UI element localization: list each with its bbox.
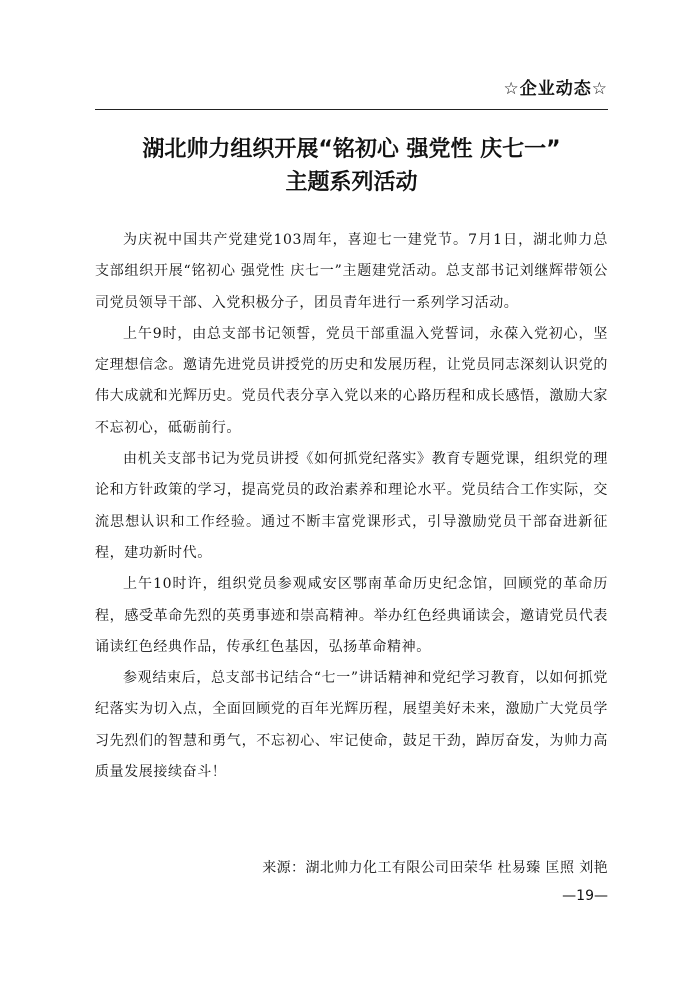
paragraph-2: 上午9时，由总支部书记领誓，党员干部重温入党誓词，永葆入党初心，坚定理想信念。邀请先进党员讲授党的历史和发展历程，让党员同志深刻认识党的伟大成就和光辉历史。党员代表分享入党以来的心路历程和成长感悟，激励大家不忘初心，砥砺前行。 <box>95 325 608 436</box>
article-title <box>95 133 608 199</box>
article-source: 来源：湖北帅力化工有限公司田荣华 杜易臻 匡照 刘艳 <box>262 860 608 876</box>
paragraph-3: 由机关支部书记为党员讲授《如何抓党纪落实》教育专题党课，组织党的理论和方针政策的学习，提高党员的政治素养和理论水平。党员结合工作实际，交流思想认识和工作经验。通过不断丰富党课形式，引导激励党员干部奋进新征程，建功新时代。 <box>95 451 608 561</box>
paragraph-1: 为庆祝中国共产党建党103周年，喜迎七一建党节。7月1日，湖北帅力总支部组织开展“铭初心 强党性 庆七一”主题建党活动。总支部书记刘继辉带领公司党员领导干部、入党积极分子，团员青年进行一系列学习活动。 <box>95 232 608 311</box>
paragraph-5: 参观结束后，总支部书记结合“七一”讲话精神和党纪学习教育，以如何抓党纪落实为切入点，全面回顾党的百年光辉历程，展望美好未来，激励广大党员学习先烈们的智慧和勇气，不忘初心、牢记使命，鼓足干劲，踔厉奋发，为帅力高质量发展接续奋斗！ <box>95 670 608 781</box>
paragraph-4: 上午10时许，组织党员参观咸安区鄂南革命历史纪念馆，回顾党的革命历程，感受革命先烈的英勇事迹和崇高精神。举办红色经典诵读会，邀请党员代表诵读红色经典作品，传承红色基因，弘扬革命精神。 <box>95 576 608 655</box>
section-header: ☆企业动态☆ <box>503 79 608 99</box>
article-title-line-1: 湖北帅力组织开展“铭初心 强党性 庆七一” <box>142 137 561 162</box>
header-divider <box>95 109 608 110</box>
article-body <box>95 225 608 788</box>
page-number: —19— <box>562 888 608 904</box>
article-title-line-2: 主题系列活动 <box>285 170 418 195</box>
